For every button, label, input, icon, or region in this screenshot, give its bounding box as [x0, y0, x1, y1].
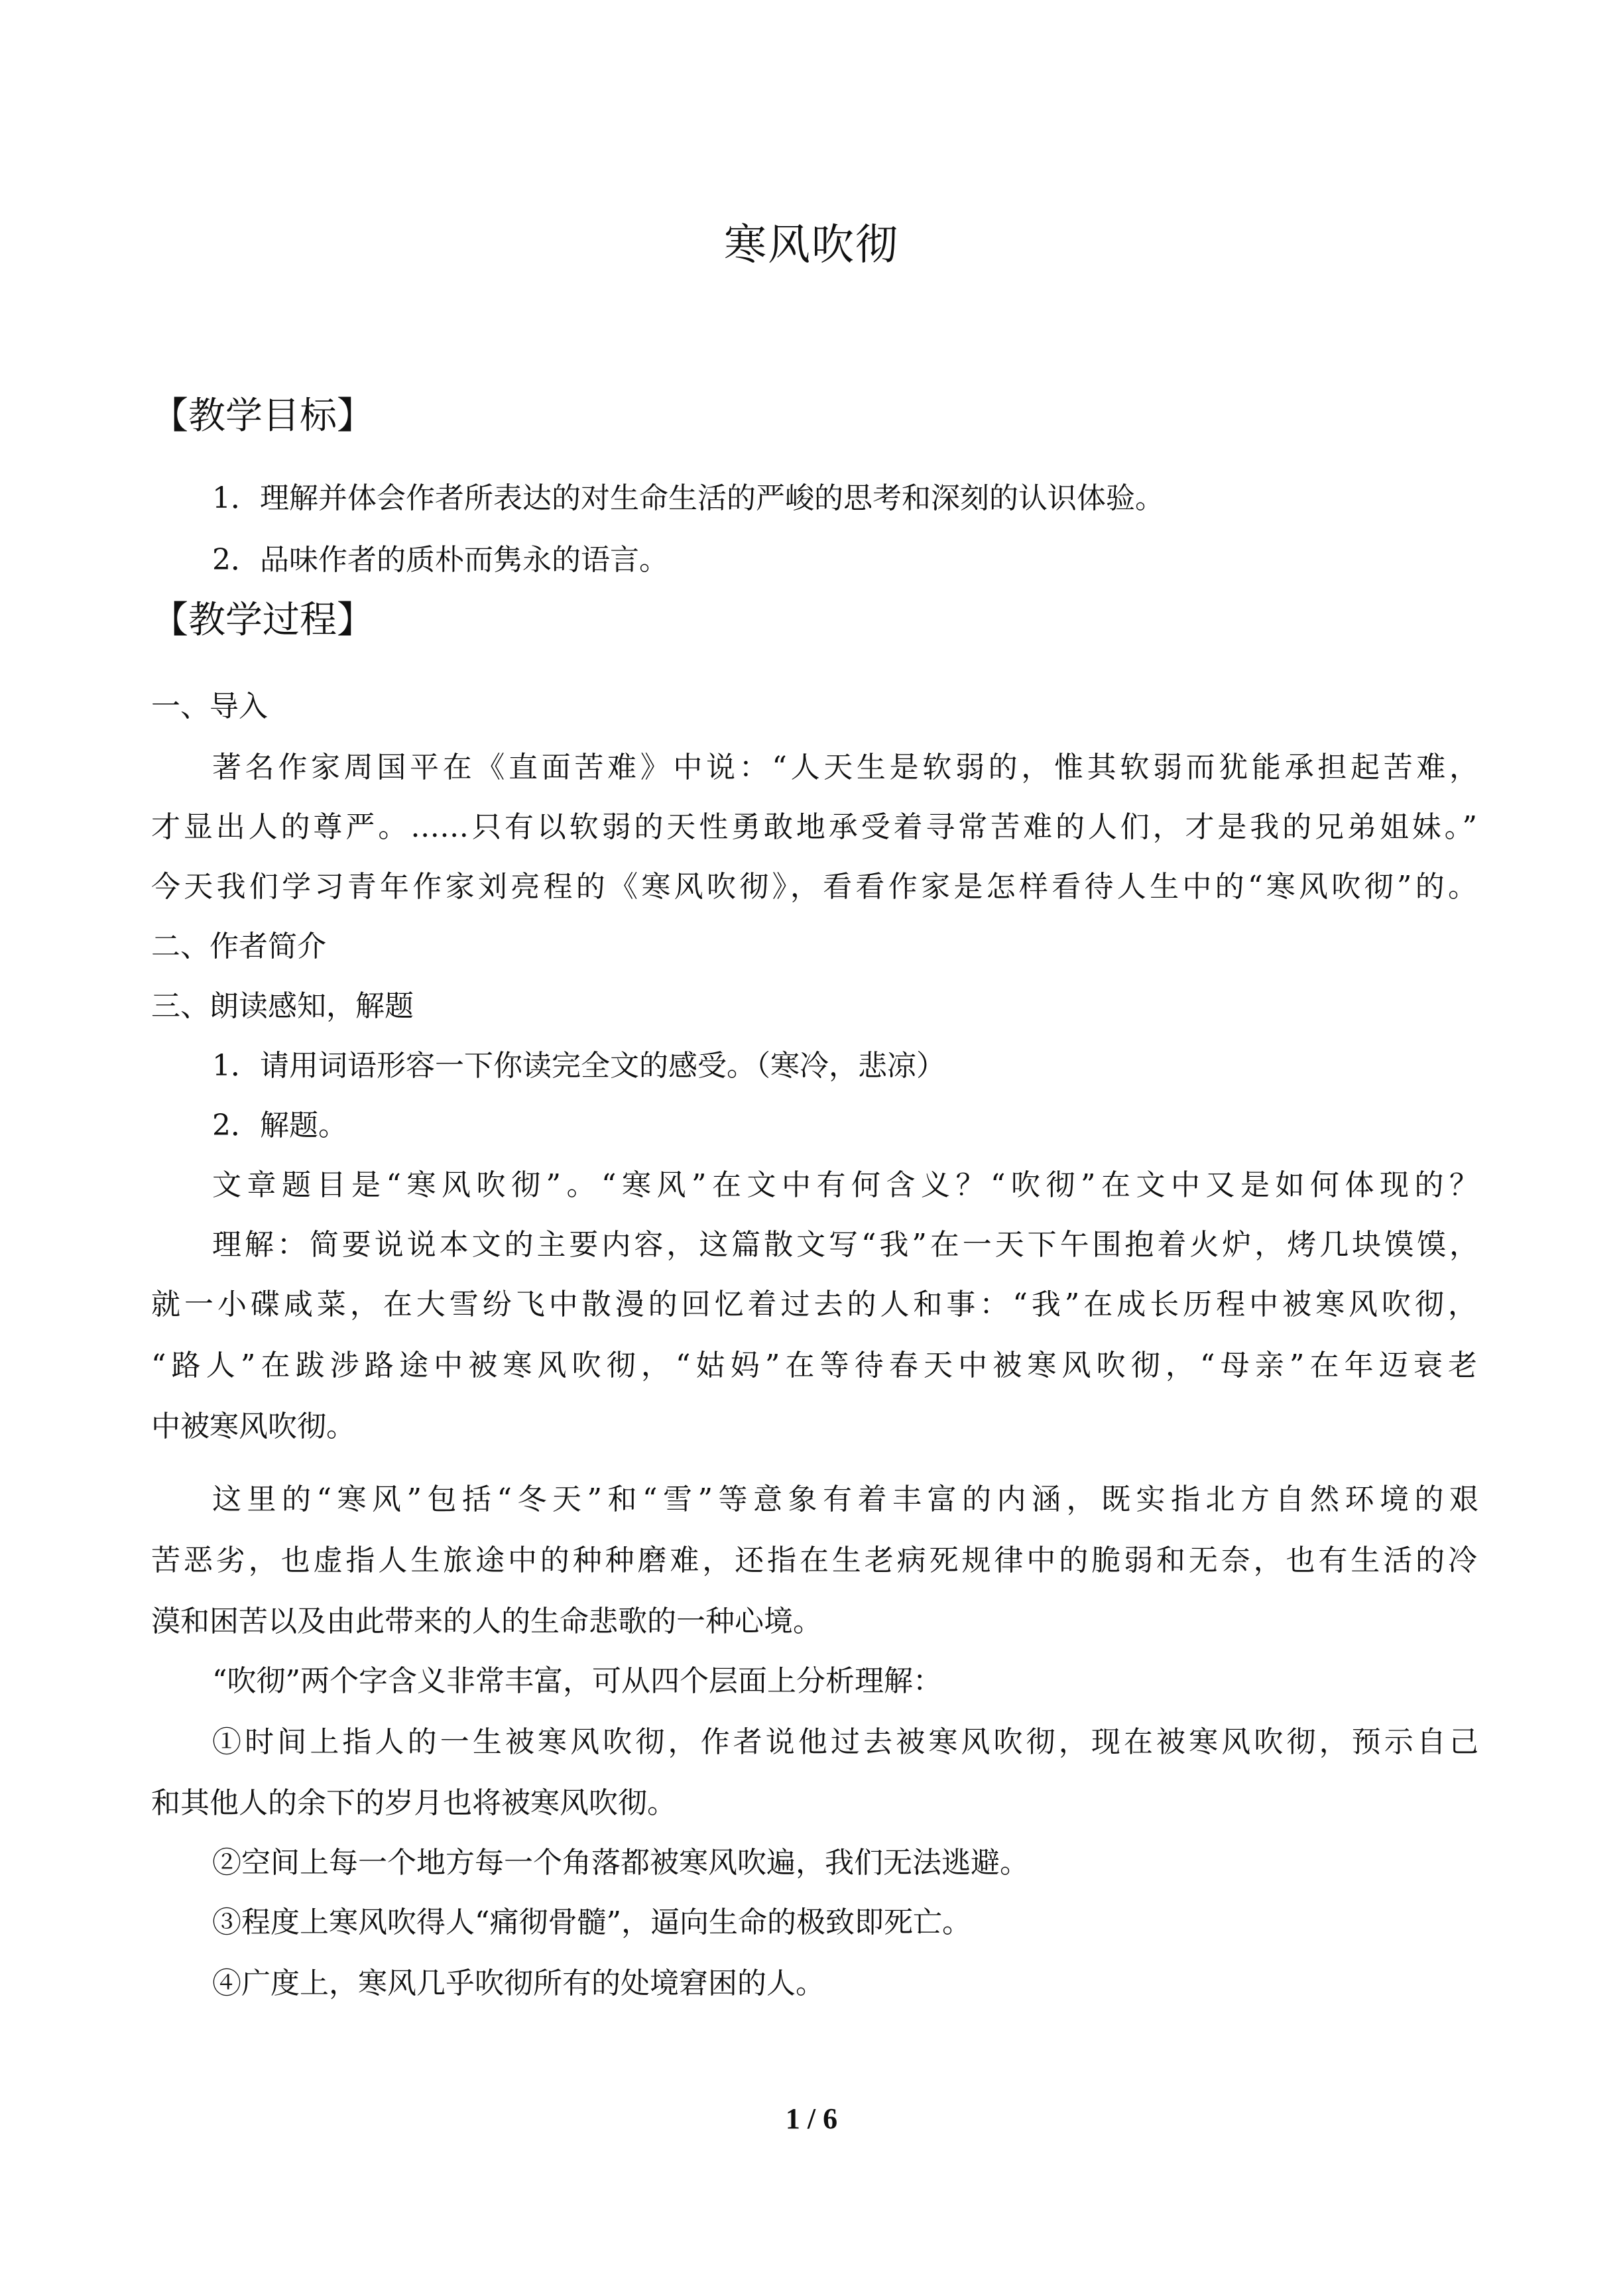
paragraph-line: 著名作家周国平在《直面苦难》中说：“人天生是软弱的，惟其软弱而犹能承担起苦难， — [212, 751, 1478, 784]
point-item: 和其他人的余下的岁月也将被寒风吹彻。 — [151, 1786, 676, 1820]
page-number: 1 / 6 — [785, 2102, 838, 2135]
goal-item: 1．理解并体会作者所表达的对生命生活的严峻的思考和深刻的认识体验。 — [212, 481, 1164, 515]
paragraph-line: 苦恶劣，也虚指人生旅途中的种种磨难，还指在生老病死规律中的脆弱和无奈，也有生活的冷 — [151, 1543, 1477, 1577]
section-heading-process: 【教学过程】 — [151, 599, 374, 642]
subheading-intro: 一、导入 — [151, 690, 268, 723]
subheading-author: 二、作者简介 — [151, 930, 326, 963]
paragraph-line: 就一小碟咸菜，在大雪纷飞中散漫的回忆着过去的人和事：“我”在成长历程中被寒风吹彻， — [151, 1288, 1477, 1321]
goal-item: 2．品味作者的质朴而隽永的语言。 — [212, 543, 668, 577]
point-item: ③程度上寒风吹得人“痛彻骨髓”，逼向生命的极致即死亡。 — [212, 1905, 971, 1939]
document-title: 寒风吹彻 — [724, 221, 899, 270]
question-item: 1．请用词语形容一下你读完全文的感受。（寒冷，悲凉） — [212, 1049, 945, 1083]
paragraph-line: “路人”在跋涉路途中被寒风吹彻，“姑妈”在等待春天中被寒风吹彻，“母亲”在年迈衰老 — [151, 1349, 1477, 1382]
paragraph-line: 今天我们学习青年作家刘亮程的《寒风吹彻》，看看作家是怎样看待人生中的“寒风吹彻”的。 — [151, 870, 1477, 904]
paragraph-line: 理解：简要说说本文的主要内容，这篇散文写“我”在一天下午围抱着火炉，烤几块馍馍， — [212, 1228, 1478, 1262]
section-heading-goals: 【教学目标】 — [151, 394, 374, 438]
paragraph-line: 文章题目是“寒风吹彻”。“寒风”在文中有何含义？“吹彻”在文中又是如何体现的？ — [212, 1168, 1478, 1202]
subheading-reading: 三、朗读感知，解题 — [151, 989, 414, 1023]
paragraph-line: 才显出人的尊严。……只有以软弱的天性勇敢地承受着寻常苦难的人们，才是我的兄弟姐妹。” — [151, 810, 1477, 844]
point-item: ②空间上每一个地方每一个角落都被寒风吹遍，我们无法逃避。 — [212, 1846, 1029, 1880]
paragraph-line: 中被寒风吹彻。 — [151, 1410, 355, 1443]
point-item: ④广度上，寒风几乎吹彻所有的处境窘困的人。 — [212, 1966, 825, 2000]
paragraph-line: “吹彻”两个字含义非常丰富，可从四个层面上分析理解： — [212, 1664, 942, 1698]
question-item: 2．解题。 — [212, 1109, 347, 1142]
paragraph-line: 漠和困苦以及由此带来的人的生命悲歌的一种心境。 — [151, 1604, 822, 1638]
paragraph-line: 这里的“寒风”包括“冬天”和“雪”等意象有着丰富的内涵，既实指北方自然环境的艰 — [212, 1482, 1478, 1516]
point-item: ①时间上指人的一生被寒风吹彻，作者说他过去被寒风吹彻，现在被寒风吹彻，预示自己 — [212, 1725, 1478, 1759]
